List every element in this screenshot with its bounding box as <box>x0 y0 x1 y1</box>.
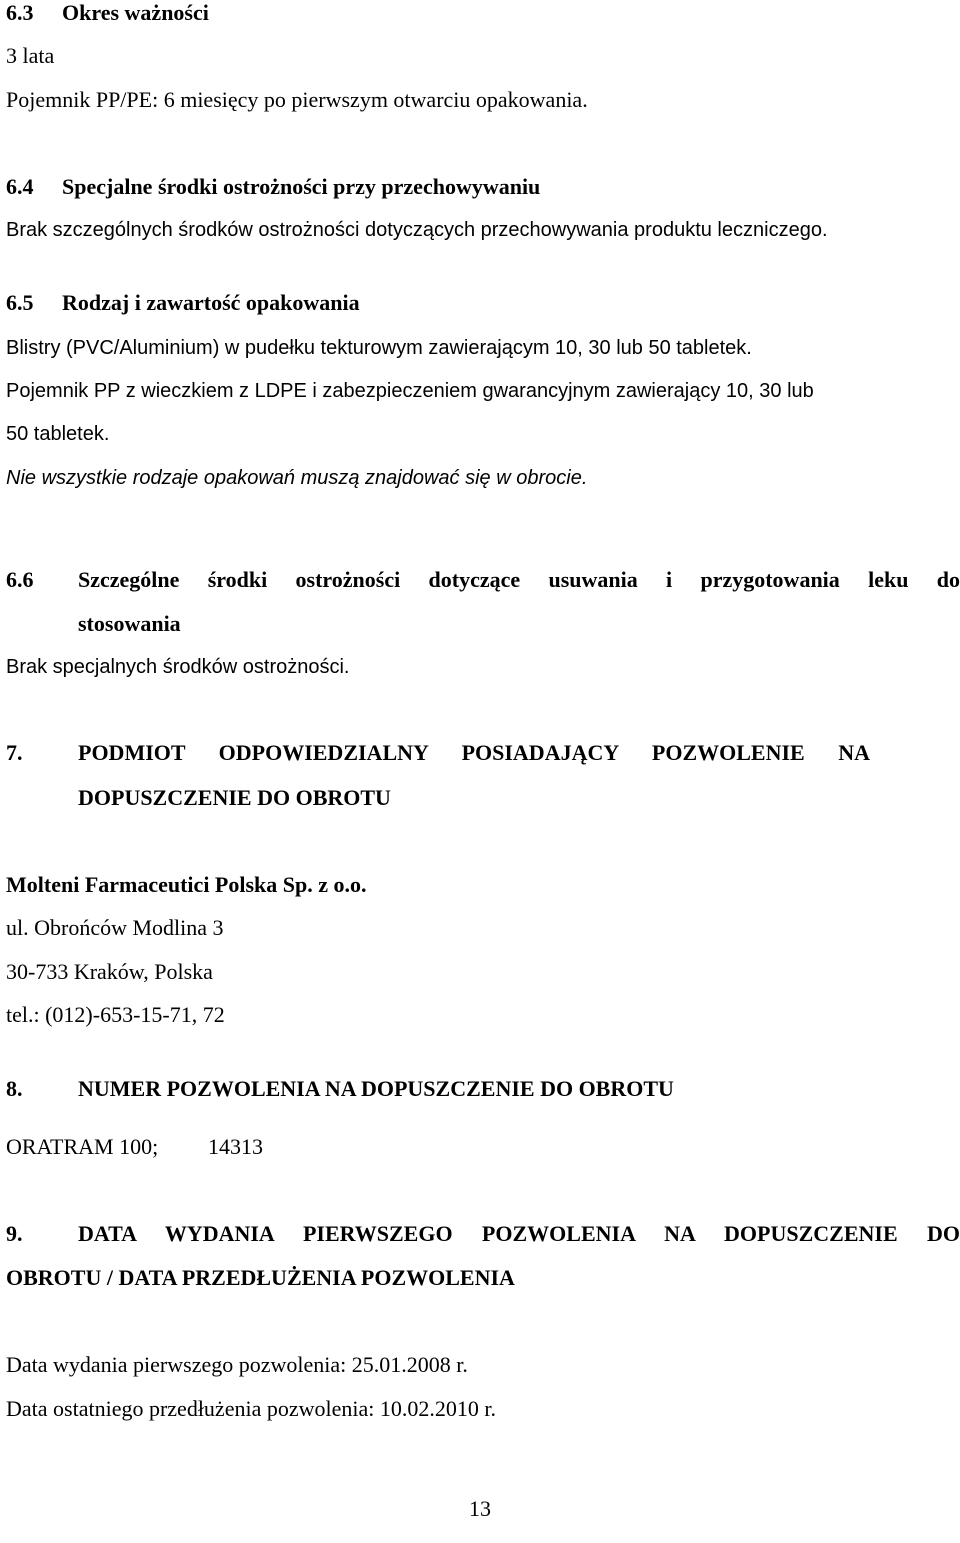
shelf-life-text: 3 lata <box>6 43 55 68</box>
section-6-3-title: Okres ważności <box>62 0 209 25</box>
section-6-3-number: 6.3 <box>6 0 34 25</box>
section-7-title-line-2: DOPUSZCZENIE DO OBROTU <box>78 785 391 810</box>
company-name: Molteni Farmaceutici Polska Sp. z o.o. <box>6 872 367 897</box>
page-number: 13 <box>469 1496 491 1521</box>
renewal-date: Data ostatniego przedłużenia pozwolenia: 10.02.2010 r. <box>6 1396 496 1421</box>
section-6-6-title-line-2: stosowania <box>78 611 181 636</box>
address-city: 30-733 Kraków, Polska <box>6 959 213 984</box>
section-8-title: NUMER POZWOLENIA NA DOPUSZCZENIE DO OBROTU <box>78 1076 674 1101</box>
address-phone: tel.: (012)-653-15-71, 72 <box>6 1002 225 1027</box>
section-7-number: 7. <box>6 740 23 765</box>
address-street: ul. Obrońców Modlina 3 <box>6 915 224 940</box>
section-6-5-title: Rodzaj i zawartość opakowania <box>62 290 360 315</box>
packaging-note: Nie wszystkie rodzaje opakowań muszą znajdować się w obrocie. <box>6 467 588 489</box>
packaging-line-1: Blistry (PVC/Aluminium) w pudełku tekturowym zawierającym 10, 30 lub 50 tabletek. <box>6 337 752 359</box>
section-6-5-number: 6.5 <box>6 290 34 315</box>
section-6-6-number: 6.6 <box>6 567 34 592</box>
product-name: ORATRAM 100; <box>6 1134 159 1159</box>
section-8-number: 8. <box>6 1076 23 1101</box>
section-6-4-title: Specjalne środki ostrożności przy przechowywaniu <box>62 174 541 199</box>
section-6-6-title-line-1: Szczególne środki ostrożności dotyczące usuwania i przygotowania leku do <box>78 567 960 592</box>
packaging-line-3: 50 tabletek. <box>6 423 110 445</box>
section-6-4-number: 6.4 <box>6 174 34 199</box>
first-authorization-date: Data wydania pierwszego pozwolenia: 25.01.2008 r. <box>6 1352 468 1377</box>
container-shelf-life-text: Pojemnik PP/PE: 6 miesięcy po pierwszym otwarciu opakowania. <box>6 87 588 112</box>
section-9-title-line-1: DATA WYDANIA PIERWSZEGO POZWOLENIA NA DOPUSZCZENIE DO <box>78 1221 960 1246</box>
storage-precautions-text: Brak szczególnych środków ostrożności dotyczących przechowywania produktu leczniczego. <box>6 219 828 241</box>
section-9-number: 9. <box>6 1221 23 1246</box>
packaging-line-2: Pojemnik PP z wieczkiem z LDPE i zabezpieczeniem gwarancyjnym zawierający 10, 30 lub <box>6 380 814 402</box>
disposal-precautions-text: Brak specjalnych środków ostrożności. <box>6 656 350 678</box>
section-7-title-line-1: PODMIOT ODPOWIEDZIALNY POSIADAJĄCY POZWOLENIE NA <box>78 740 870 765</box>
section-9-title-line-2: OBROTU / DATA PRZEDŁUŻENIA POZWOLENIA <box>6 1265 515 1290</box>
authorization-number: 14313 <box>208 1134 263 1159</box>
